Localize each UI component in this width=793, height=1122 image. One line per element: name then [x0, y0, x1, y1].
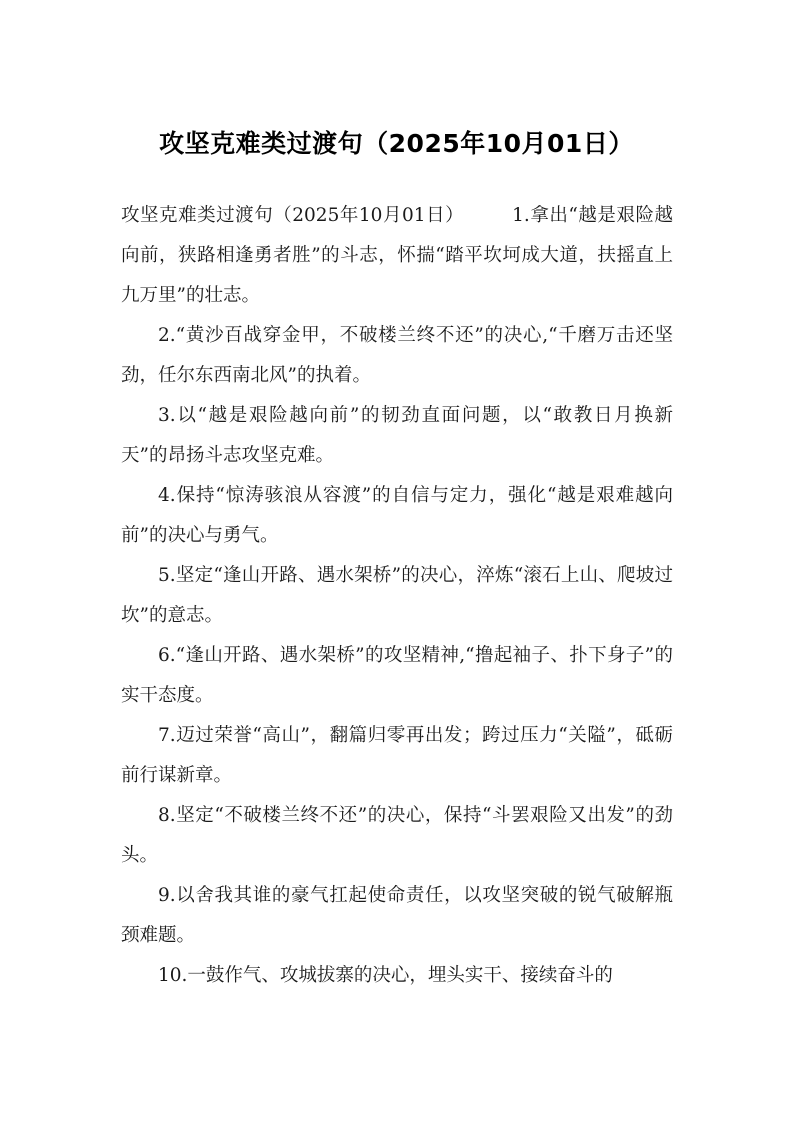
paragraph-9: 9.以舍我其谁的豪气扛起使命责任，以攻坚突破的锐气破解瓶颈难题。 — [121, 885, 673, 946]
paragraph-3: 3.以“越是艰险越向前”的韧劲直面问题，以“敢教日月换新天”的昂扬斗志攻坚克难。 — [121, 405, 673, 466]
paragraph-6: 6.“逢山开路、遇水架桥”的攻坚精神,“撸起袖子、扑下身子”的实干态度。 — [121, 645, 673, 706]
document-title: 攻坚克难类过渡句（2025年10月01日） — [159, 129, 634, 158]
paragraph-1 — [121, 196, 673, 316]
paragraph-7: 7.迈过荣誉“高山”，翻篇归零再出发；跨过压力“关隘”，砥砺前行谋新章。 — [121, 725, 673, 786]
document-body — [121, 196, 673, 996]
paragraph-10: 10.一鼓作气、攻城拔寨的决心，埋头实干、接续奋斗的 — [158, 965, 613, 986]
paragraph-2: 2.“黄沙百战穿金甲，不破楼兰终不还”的决心,“千磨万击还坚劲，任尔东西南北风”的执着。 — [121, 325, 673, 386]
intro-heading: 攻坚克难类过渡句（2025年10月01日） — [121, 205, 465, 226]
paragraph-1-text: 1.拿出“越是艰险越向前，狭路相逢勇者胜”的斗志，怀揣“踏平坎坷成大道，扶摇直上九万里”的壮志。 — [121, 205, 674, 306]
paragraph-8: 8.坚定“不破楼兰终不还”的决心，保持“斗罢艰险又出发”的劲头。 — [121, 805, 673, 866]
paragraph-4: 4.保持“惊涛骇浪从容渡”的自信与定力，强化“越是艰难越向前”的决心与勇气。 — [121, 485, 673, 546]
paragraph-5: 5.坚定“逢山开路、遇水架桥”的决心，淬炼“滚石上山、爬坡过坎”的意志。 — [121, 565, 673, 626]
